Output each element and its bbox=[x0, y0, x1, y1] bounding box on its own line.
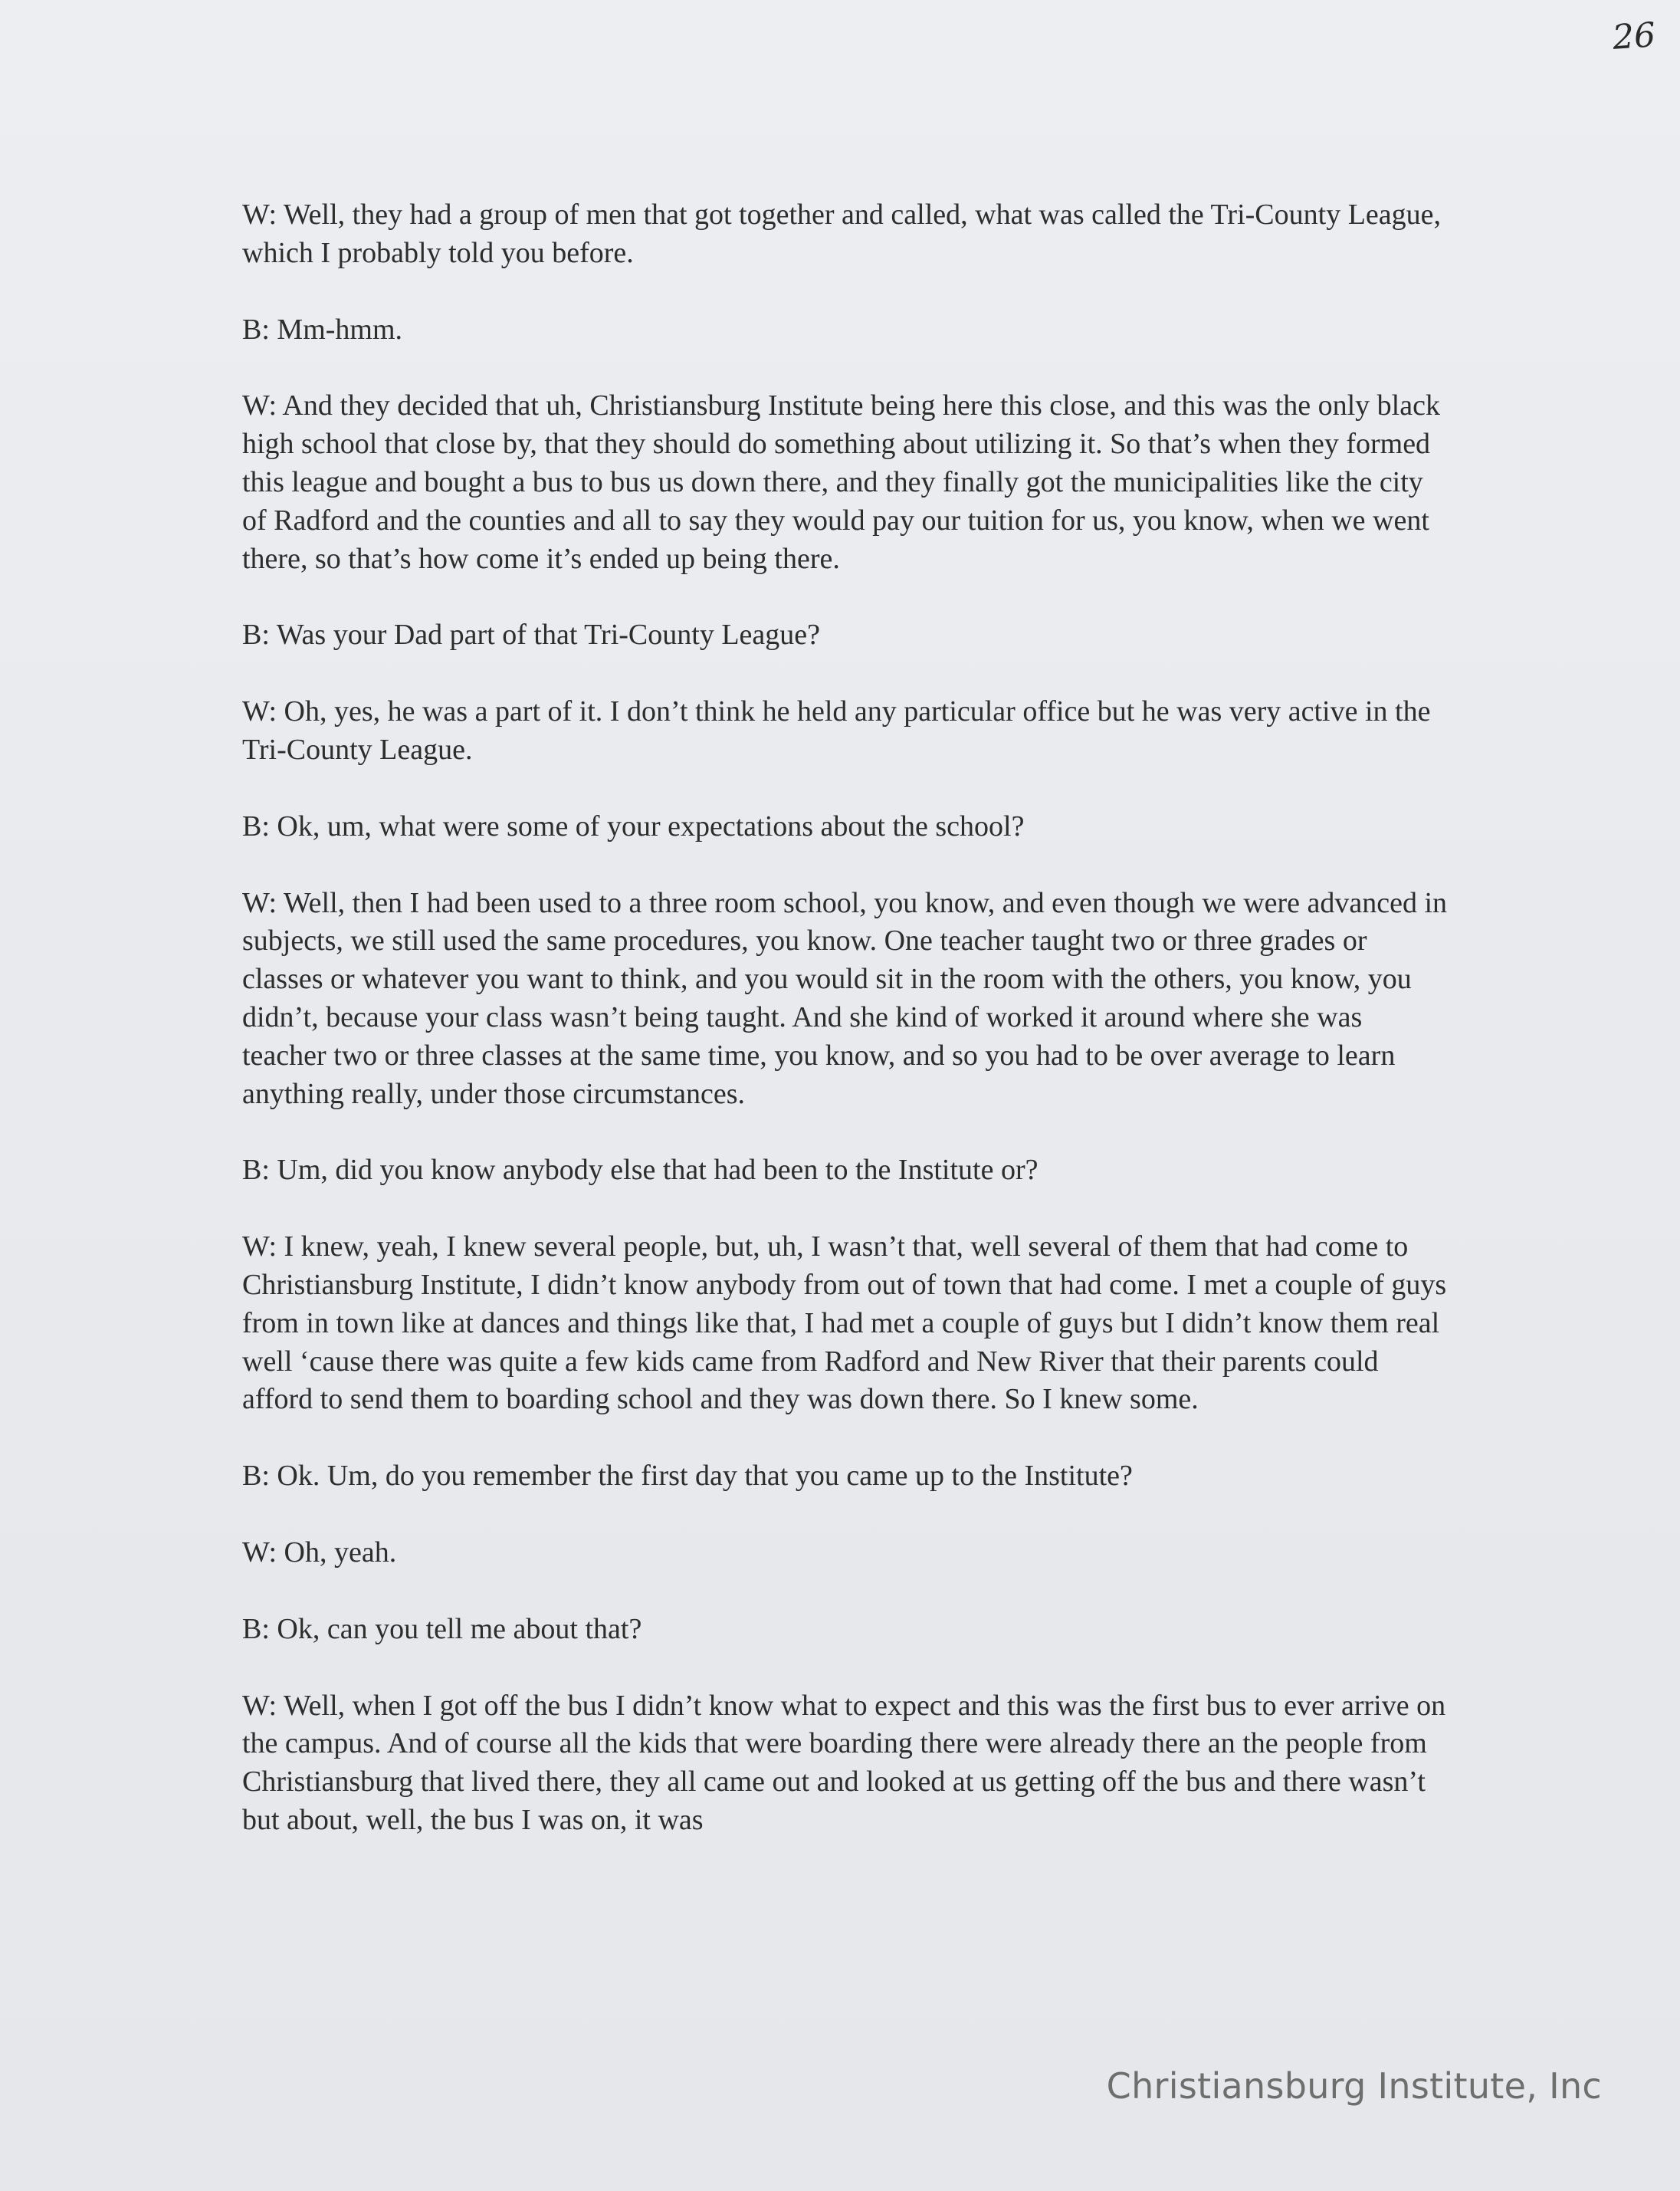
transcript-paragraph: W: Oh, yes, he was a part of it. I don’t think he held any particular office but he was very active in the Tri-County League. bbox=[242, 695, 1431, 766]
transcript-paragraph: W: Well, when I got off the bus I didn’t know what to expect and this was the first bus to ever arrive on the campus. And of course all the kids that were boarding there were already there an the people from Christiansburg that lived there, they all came out and looked at us getting off the bus and there wasn’t but about, well, the bus I was on, it was bbox=[242, 1689, 1446, 1836]
transcript-paragraph: W: Oh, yeah. bbox=[242, 1536, 397, 1569]
interview-transcript bbox=[242, 196, 1453, 1840]
transcript-paragraph: B: Ok, can you tell me about that? bbox=[242, 1612, 642, 1645]
watermark: Christiansburg Institute, Inc bbox=[1106, 2065, 1602, 2107]
transcript-paragraph: B: Mm-hmm. bbox=[242, 313, 403, 346]
transcript-paragraph: W: Well, then I had been used to a three room school, you know, and even though we were advanced in subjects, we still used the same procedures, you know. One teacher taught two or three grades or classes or whatever you want to think, and you would sit in the room with the others, you know, you didn’t, because your class wasn’t being taught. And she kind of worked it around where she was teacher two or three classes at the same time, you know, and so you had to be over average to learn anything really, under those circumstances. bbox=[242, 886, 1448, 1110]
transcript-paragraph: B: Ok. Um, do you remember the first day that you came up to the Institute? bbox=[242, 1460, 1133, 1493]
transcript-paragraph: B: Was your Dad part of that Tri-County League? bbox=[242, 619, 821, 652]
handwritten-page-number: 26 bbox=[1611, 15, 1657, 57]
transcript-paragraph: W: I knew, yeah, I knew several people, but, uh, I wasn’t that, well several of them that had come to Christiansburg Institute, I didn’t know anybody from out of town that had come. I met a couple of guys from in town like at dances and things like that, I had met a couple of guys but I didn’t know them real well ‘cause there was quite a few kids came from Radford and New River that their parents could afford to send them to boarding school and they was down there. So I knew some. bbox=[242, 1230, 1447, 1416]
transcript-paragraph: B: Ok, um, what were some of your expectations about the school? bbox=[242, 810, 1025, 843]
transcript-paragraph: B: Um, did you know anybody else that had been to the Institute or? bbox=[242, 1154, 1039, 1187]
transcript-paragraph: W: Well, they had a group of men that got together and called, what was called the Tri-County League, which I probably told you before. bbox=[242, 199, 1442, 269]
transcript-paragraph: W: And they decided that uh, Christiansburg Institute being here this close, and this was the only black high school that close by, that they should do something about utilizing it. So that’s when they formed this league and bought a bus to bus us down there, and they finally got the municipalities like the city of Radford and the counties and all to say they would pay our tuition for us, you know, when we went there, so that’s how come it’s ended up being there. bbox=[242, 389, 1440, 575]
